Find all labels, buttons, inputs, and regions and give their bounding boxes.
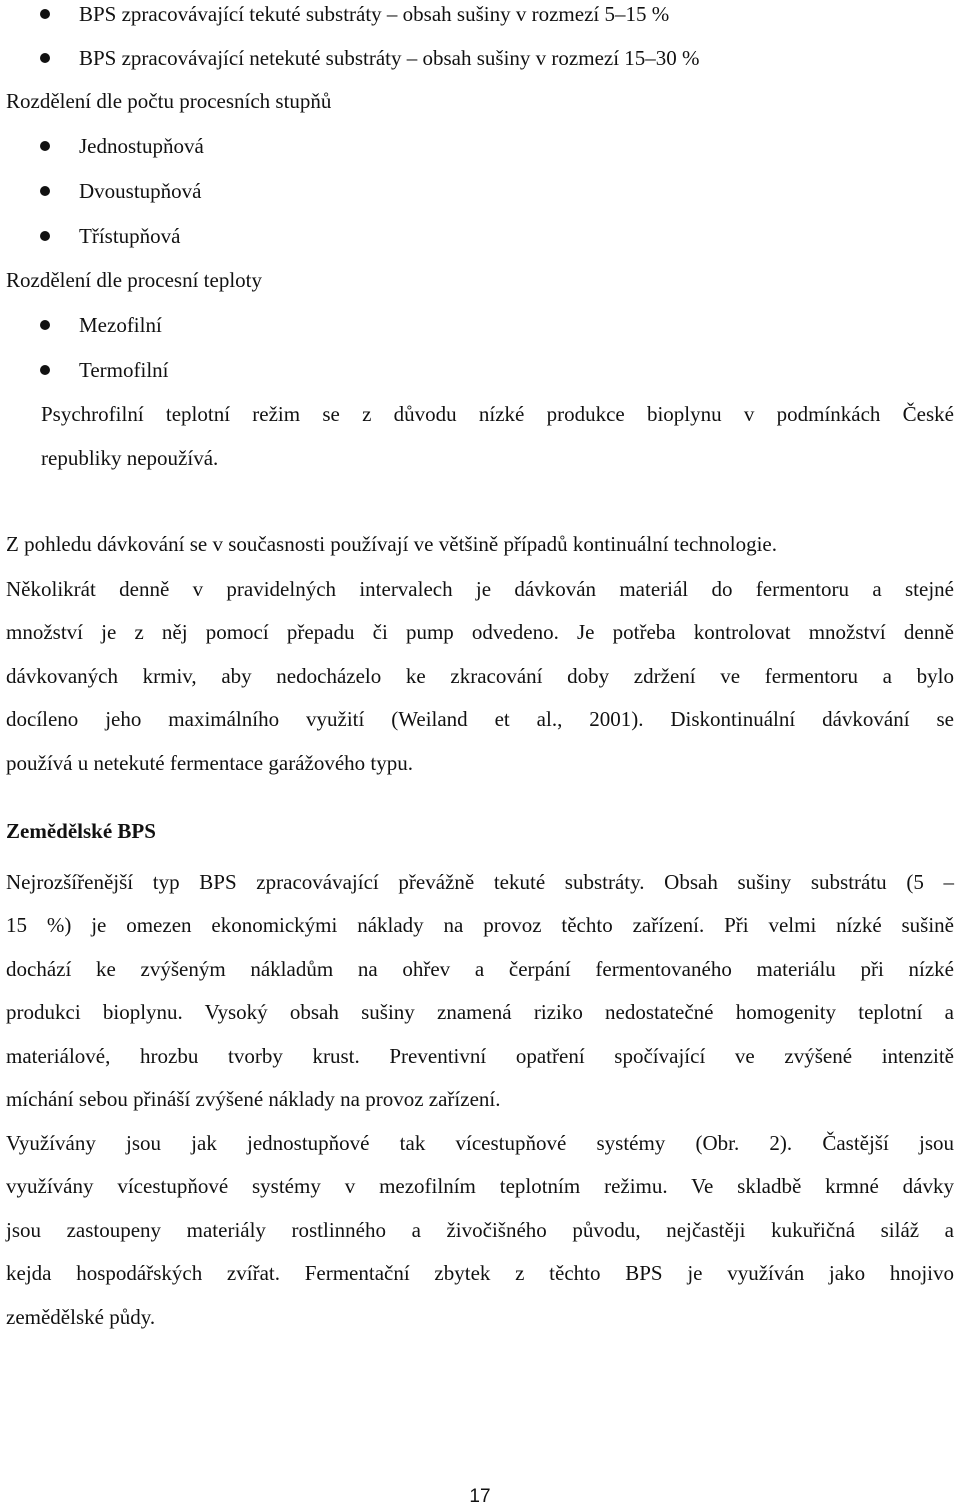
list-item-text: BPS zpracovávající tekuté substráty – obsah sušiny v rozmezí 5–15 % xyxy=(79,2,670,26)
paragraph-line: materiálové, hrozbu tvorby krust. Preventivní opatření spočívající ve zvýšené intenzitě xyxy=(6,1044,954,1068)
page-number: 17 xyxy=(469,1486,491,1507)
list-item-text: Třístupňová xyxy=(79,224,181,248)
list-item-text: Dvoustupňová xyxy=(79,179,202,203)
paragraph-line: produkci bioplynu. Vysoký obsah sušiny znamená riziko nedostatečné homogenity teplotní a xyxy=(6,1000,954,1024)
bullet-icon xyxy=(40,9,50,19)
paragraph-line: Několikrát denně v pravidelných intervalech je dávkován materiál do fermentoru a stejné xyxy=(6,577,954,601)
paragraph-line: Nejrozšířenější typ BPS zpracovávající převážně tekuté substráty. Obsah sušiny substrátu (5 – xyxy=(6,870,954,894)
paragraph-line: zemědělské půdy. xyxy=(6,1305,156,1329)
paragraph-line: množství je z něj pomocí přepadu či pump odvedeno. Je potřeba kontrolovat množství denně xyxy=(6,620,954,644)
list-item-text: Jednostupňová xyxy=(79,134,204,158)
temperature-heading: Rozdělení dle procesní teploty xyxy=(6,268,263,292)
paragraph-line: míchání sebou přináší zvýšené náklady na provoz zařízení. xyxy=(6,1087,501,1111)
paragraph-line: Využívány jsou jak jednostupňové tak vícestupňové systémy (Obr. 2). Častější jsou xyxy=(6,1131,954,1155)
paragraph-line: dávkovaných krmiv, aby nedocházelo ke zkracování doby zdržení ve fermentoru a bylo xyxy=(6,664,954,688)
section-heading: Zemědělské BPS xyxy=(6,819,156,843)
list-item-text: Termofilní xyxy=(79,358,169,382)
bullet-icon xyxy=(40,141,50,151)
paragraph-line: docíleno jeho maximálního využití (Weiland et al., 2001). Diskontinuální dávkování se xyxy=(6,707,954,731)
list-item-text: BPS zpracovávající netekuté substráty – obsah sušiny v rozmezí 15–30 % xyxy=(79,46,700,70)
bullet-icon xyxy=(40,320,50,330)
paragraph-line: 15 %) je omezen ekonomickými náklady na provoz těchto zařízení. Při velmi nízké sušině xyxy=(6,913,954,937)
bullet-icon xyxy=(40,231,50,241)
paragraph-line: využívány vícestupňové systémy v mezofilním teplotním režimu. Ve skladbě krmné dávky xyxy=(6,1174,954,1198)
paragraph-line: Psychrofilní teplotní režim se z důvodu nízké produkce bioplynu v podmínkách České xyxy=(41,402,954,426)
bullet-icon xyxy=(40,186,50,196)
bullet-icon xyxy=(40,365,50,375)
paragraph-line: republiky nepoužívá. xyxy=(41,446,219,470)
paragraph-line: používá u netekuté fermentace garážového typu. xyxy=(6,751,413,775)
paragraph-line: kejda hospodářských zvířat. Fermentační zbytek z těchto BPS je využíván jako hnojivo xyxy=(6,1261,954,1285)
stages-heading: Rozdělení dle počtu procesních stupňů xyxy=(6,89,332,113)
paragraph-line: Z pohledu dávkování se v současnosti používají ve většině případů kontinuální technologie. xyxy=(6,532,778,556)
bullet-icon xyxy=(40,53,50,63)
list-item-text: Mezofilní xyxy=(79,313,162,337)
paragraph-line: jsou zastoupeny materiály rostlinného a živočišného původu, nejčastěji kukuřičná siláž a xyxy=(6,1218,954,1242)
paragraph-line: dochází ke zvýšeným nákladům na ohřev a čerpání fermentovaného materiálu při nízké xyxy=(6,957,954,981)
